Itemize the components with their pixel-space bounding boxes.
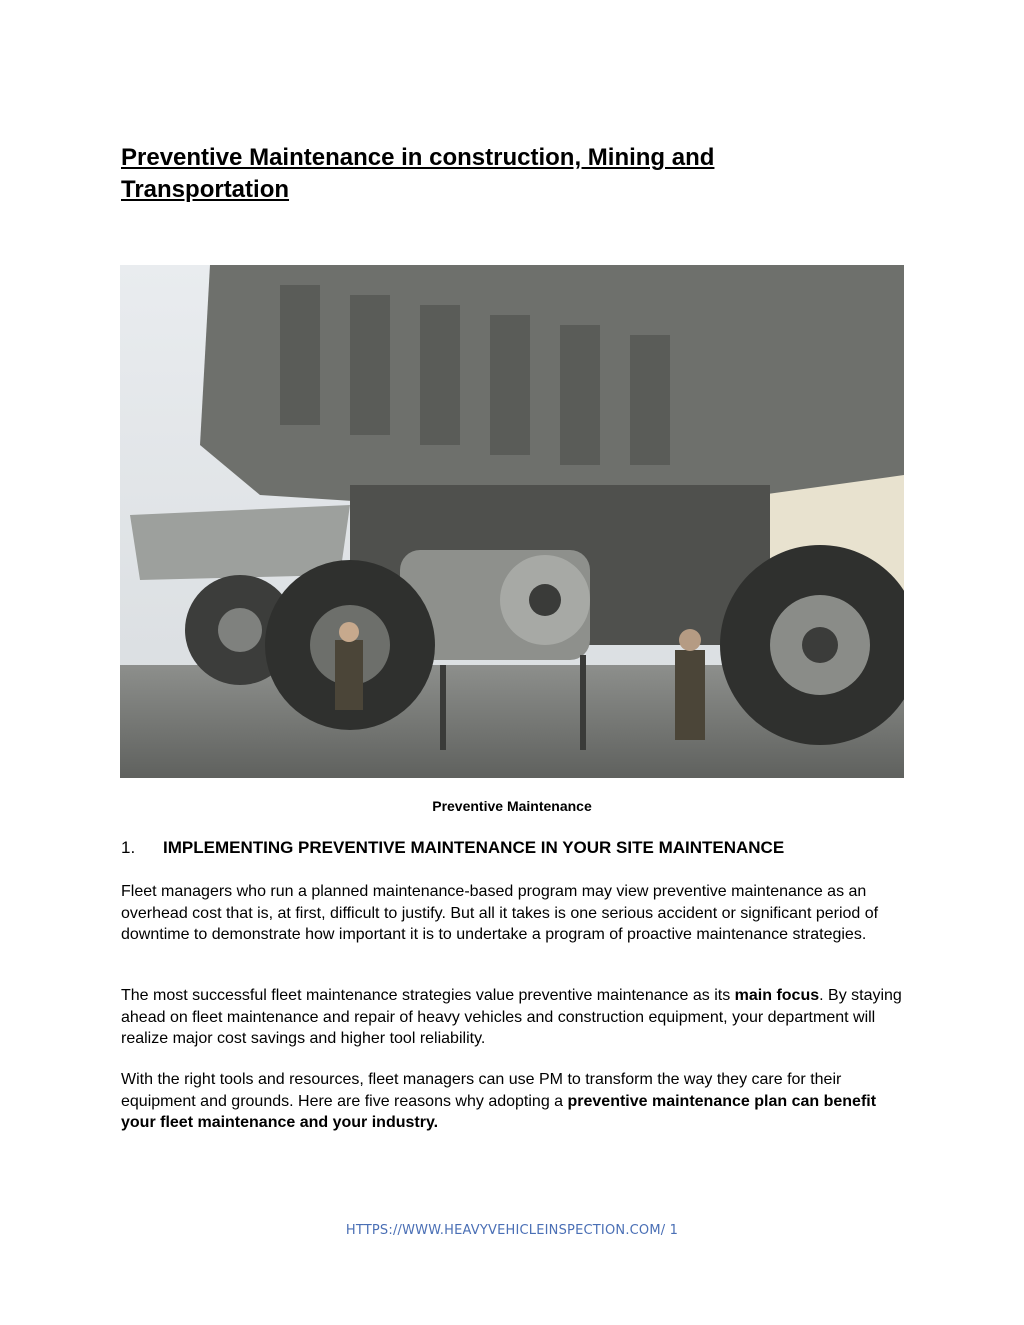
page-title: Preventive Maintenance in construction, Mining and Transportation <box>121 144 715 203</box>
paragraph-2-bold: main focus <box>734 987 820 1004</box>
figure-caption: Preventive Maintenance <box>432 798 592 814</box>
paragraph-3-text-a: With the right tools and resources, fleet managers can use PM to transform the way they care for their equipment and grounds. Here are five reasons why adopting a <box>121 1071 842 1110</box>
page-footer: HTTPS://WWW.HEAVYVEHICLEINSPECTION.COM/ 1 <box>345 1223 679 1238</box>
section-heading-text: IMPLEMENTING PREVENTIVE MAINTENANCE IN YOUR SITE MAINTENANCE <box>163 838 785 857</box>
paragraph-1: Fleet managers who run a planned maintenance-based program may view preventive maintenance as an overhead cost that is, at first, difficult to justify. But all it takes is one serious accident or significant period of downtime to demonstrate how important it is to undertake a program of proactive maintenance strategies. <box>121 883 879 943</box>
section-heading <box>121 838 784 858</box>
paragraph-2-text-a: The most successful fleet maintenance strategies value preventive maintenance as its <box>121 987 735 1004</box>
paragraph-3 <box>121 1069 911 1134</box>
mining-truck-photo <box>120 265 904 778</box>
paragraph-3-bold: preventive maintenance plan can benefit your fleet maintenance and your industry. <box>121 1092 877 1131</box>
paragraph-2 <box>121 985 911 1050</box>
section-number: 1. <box>121 838 136 857</box>
paragraph-2-text-b: . By staying ahead on fleet maintenance and repair of heavy vehicles and construction equipment, your department will realize major cost savings and higher tool reliability. <box>121 987 902 1047</box>
